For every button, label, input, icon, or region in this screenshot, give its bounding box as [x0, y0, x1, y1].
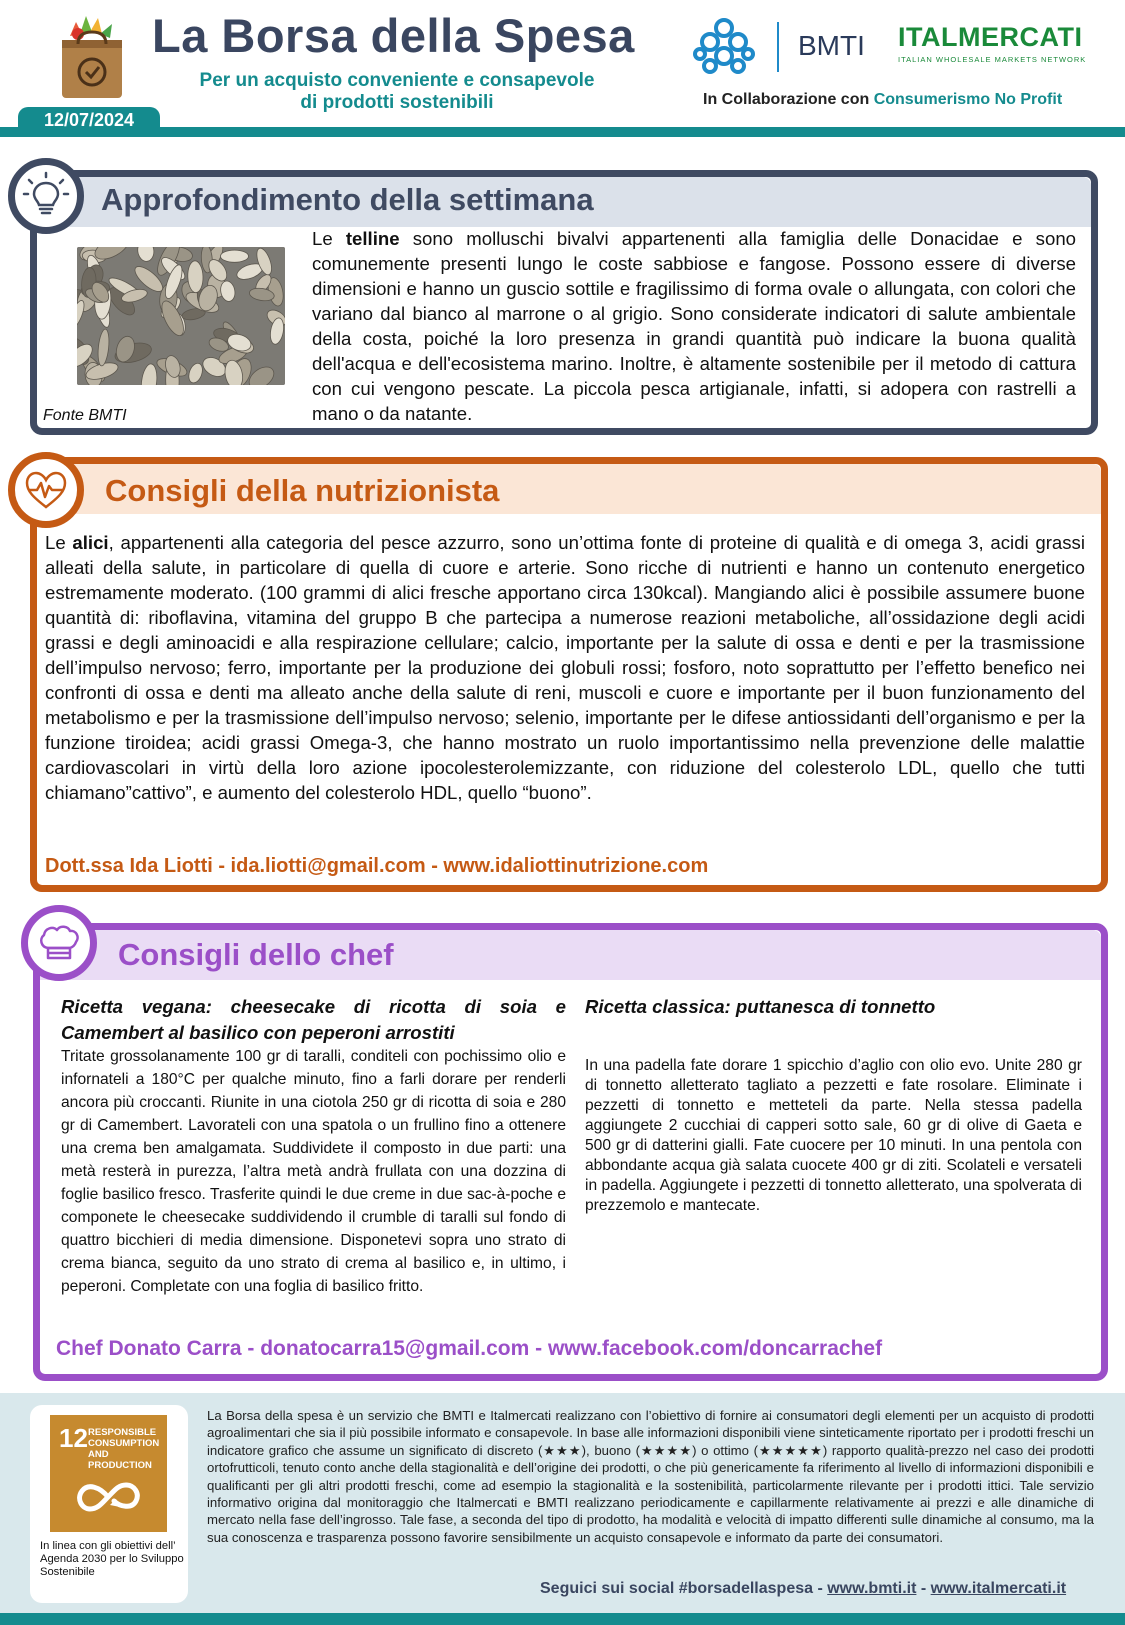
- page-title: La Borsa della Spesa: [152, 9, 635, 62]
- italmercati-logo: [898, 22, 1086, 64]
- chef-signature: [56, 1337, 882, 1361]
- social-separator: -: [916, 1580, 931, 1597]
- approfondimento-title: Approfondimento della settimana: [101, 182, 594, 217]
- italmercati-link[interactable]: www.italmercati.it: [930, 1580, 1067, 1597]
- sdg-12-badge: [50, 1415, 167, 1532]
- subtitle-line-2: di prodotti sostenibili: [300, 92, 494, 113]
- chef-name: Chef Donato Carra: [56, 1337, 242, 1360]
- chef-hat-icon: [21, 905, 97, 981]
- text-part: , appartenenti alla categoria del pesce azzurro, sono un’ottima fonte di proteine di qualità e di omega 3, acidi grassi alleati della salute, in particolare di quella di cuore e arterie. Sono ricche di nutrienti e hanno un contenuto energetico estremamente moderato. (100 grammi di alici fresche apportano circa 130kcal). Mangiando alici è possibile assumere buone quantità di: riboflavina, vitamina del gruppo B che partecipa a numerose reazioni metaboliche, all’ossidazione degli acidi grassi e degli aminoacidi e alla respirazione cellulare; calcio, importante per la salute di ossa e denti e per la trasmissione dell’impulso nervoso; ferro, importante per la produzione dei globuli rossi; fosforo, noto soprattutto per l’effetto benefico nei confronti di ossa e denti ma alleato anche della salute di reni, muscoli e cuore e importante per il buon funzionamento del metabolismo e per la trasmissione dell’impulso nervoso; selenio, importante per le difese antiossidanti dell’organismo e per la funzione tiroidea; acidi grassi Omega-3, che hanno mostrato un ruolo importantissimo nella prevenzione delle malattie cardiovascolari in virtù della loro azione ipocolesterolemizzante, con riduzione del colesterolo LDL, quello che tutti chiamano”cattivo”, e aumento del colesterolo HDL, quello “buono”.: [45, 532, 1085, 803]
- photo-credit: Fonte BMTI: [43, 407, 127, 424]
- chef-title: Consigli dello chef: [118, 937, 394, 972]
- date-badge: 12/07/2024: [18, 107, 160, 134]
- header: [0, 0, 1125, 140]
- highlight-alici: alici: [72, 532, 109, 553]
- chef-facebook-link[interactable]: www.facebook.com/doncarrachef: [547, 1337, 883, 1360]
- nutrizionista-text: [45, 530, 1085, 805]
- approfondimento-header: [37, 177, 1091, 227]
- lightbulb-icon: [8, 158, 84, 234]
- sdg-number: 12: [59, 1423, 88, 1453]
- recipe-vegan-title: Ricetta vegana: cheesecake di ricotta di soia e Camembert al basilico con peperoni arrostiti: [61, 996, 566, 1043]
- page-subtitle: [152, 70, 642, 114]
- recipe-classic-text: In una padella fate dorare 1 spicchio d’aglio con olio evo. Unite 280 gr di tonnetto alletterato tagliato a pezzetti e fate rosolare. Eliminate i pezzetti di tonnetto e metteteli da parte. Nella stessa padella aggiungete 2 cucchiai di capperi sotto sale, 60 gr di olive di Gaeta e 500 gr di datterini gialli. Fate cuocere per 10 minuti. In una pentola con abbondante acqua già salata cuocete 400 gr di ziti. Scolateli e versateli in padella. Aggiungete i pezzetti di tonnetto alletterato, una spolverata di prezzemolo e mantecate.: [585, 1057, 1082, 1214]
- footer-disclaimer: La Borsa della spesa è un servizio che BMTI e Italmercati realizzano con l’obiettivo di fornire ai consumatori degli elementi per un acquisto di prodotti agroalimentari che sia il più possibile informato e consapevole. In base alle informazioni disponibili viene sinteticamente riportato per i prodotti freschi un indicatore grafico che assume un significato di discreto (★★★), buono (★★★★) o ottimo (★★★★★) rapporto qualità-prezzo nel caso dei prodotti ortofrutticoli, tenuto conto anche della stagionalità e dell’origine dei prodotti, o che più genericamente fa riferimento al livello di informazioni disponibili e qualificanti per gli altri prodotti freschi, come ad esempio la stagionalità e la sostenibilità, particolarmente rilevante per i prodotti ittici. Tale servizio informativo origina dal monitoraggio che Italmercati e BMTI realizzano periodicamente e capillarmente relativamente ai prezzi e alle dinamiche di mercato nella fase dell’ingrosso. Tale fase, a seconda del tipo di prodotto, ha modalità e velocità di impatto differenti sulle dinamiche al consumo, ma la sua conoscenza e trasparenza possono favorire sensibilmente un acquisto consapevole e informato da parte dei consumatori.: [207, 1408, 1094, 1545]
- bmti-link[interactable]: www.bmti.it: [827, 1580, 917, 1597]
- header-divider: [0, 127, 1125, 137]
- bmti-logo-text: BMTI: [798, 30, 865, 61]
- sdg-caption: In linea con gli obiettivi dell’ Agenda 2030 per lo Sviluppo Sostenibile: [40, 1540, 184, 1578]
- separator: -: [241, 1337, 261, 1360]
- sdg-label-line: RESPONSIBLE: [88, 1427, 157, 1438]
- nutrizionista-header: [37, 464, 1101, 514]
- chef-header: [40, 930, 1101, 980]
- collab-partner: Consumerismo No Profit: [873, 91, 1063, 108]
- social-line: [540, 1580, 1066, 1598]
- sdg-card: [30, 1405, 188, 1603]
- italmercati-logo-subtitle: ITALIAN WHOLESALE MARKETS NETWORK: [898, 55, 1087, 64]
- subtitle-line-1: Per un acquisto conveniente e consapevole: [199, 70, 595, 91]
- separator: -: [529, 1337, 548, 1360]
- nutrizionista-signature[interactable]: Dott.ssa Ida Liotti - ida.liotti@gmail.com - www.idaliottinutrizione.com: [45, 855, 709, 877]
- footer-bottom-bar: [0, 1613, 1125, 1625]
- social-prefix: Seguici sui social #borsadellaspesa -: [540, 1580, 828, 1597]
- text-part: Le: [45, 532, 73, 553]
- sdg-label-line: CONSUMPTION: [88, 1438, 160, 1449]
- collaboration-line: [703, 91, 1062, 109]
- recipe-classic-title: Ricetta classica: puttanesca di tonnetto: [585, 996, 936, 1017]
- infinity-sdg-icon: [50, 1415, 167, 1532]
- telline-photo: [77, 247, 285, 385]
- sdg-label-line: AND PRODUCTION: [88, 1449, 152, 1471]
- heart-pulse-icon: [8, 452, 84, 528]
- shopping-bag-logo-icon: [56, 14, 128, 102]
- chef-email-link[interactable]: donatocarra15@gmail.com: [260, 1337, 530, 1360]
- nutrizionista-title: Consigli della nutrizionista: [105, 473, 500, 508]
- highlight-telline: telline: [345, 228, 400, 249]
- approfondimento-text: [312, 226, 1076, 426]
- text-part: Le: [312, 228, 346, 249]
- italmercati-logo-text: ITALMERCATI: [898, 22, 1083, 52]
- text-part: sono molluschi bivalvi appartenenti alla famiglia delle Donacidae e sono comunemente presenti lungo le coste sabbiose e fangose. Possono essere di diverse dimensioni e hanno un guscio sottile e fragilissimo di forma ovale o allungata, con colori che variano dal bianco al marrone o al grigio. Sono considerate indicatori di salute ambientale della costa, poiché la loro presenza in grandi quantità può indicare la buona qualità dell'acqua e dell'ecosistema marino. Inoltre, è altamente sostenibile per il metodo di cattura con cui vengono pescate. La piccola pesca artigianale, infatti, si adopera con rastrelli a mano o da natante.: [312, 228, 1076, 424]
- collab-prefix: In Collaborazione con: [703, 91, 870, 108]
- recipe-vegan-text: Tritate grossolanamente 100 gr di taralli, conditeli con pochissimo olio e infornateli a 180°C per qualche minuto, fino a farli dorare per renderli ancora più croccanti. Riunite in una ciotola 250 gr di ricotta di soia e 280 gr di Camembert. Lavorateli con una spatola o un frullino fino a ottenere una crema ben amalgamata. Suddividete il composto in due parti: una metà resterà in purezza, l’altra metà andrà frullata con una dozzina di foglie basilico fresco. Trasferite quindi le due creme in due sac-à-poche e componete le cheesecake suddividendo il crumble di taralli sul fondo di quattro bicchieri di media dimensione. Disponetevi sopra uno strato di crema bianca, seguito da uno strato di crema al basilico e, in ultimo, i peperoni. Completate con una foglia di basilico fritto.: [61, 1048, 566, 1295]
